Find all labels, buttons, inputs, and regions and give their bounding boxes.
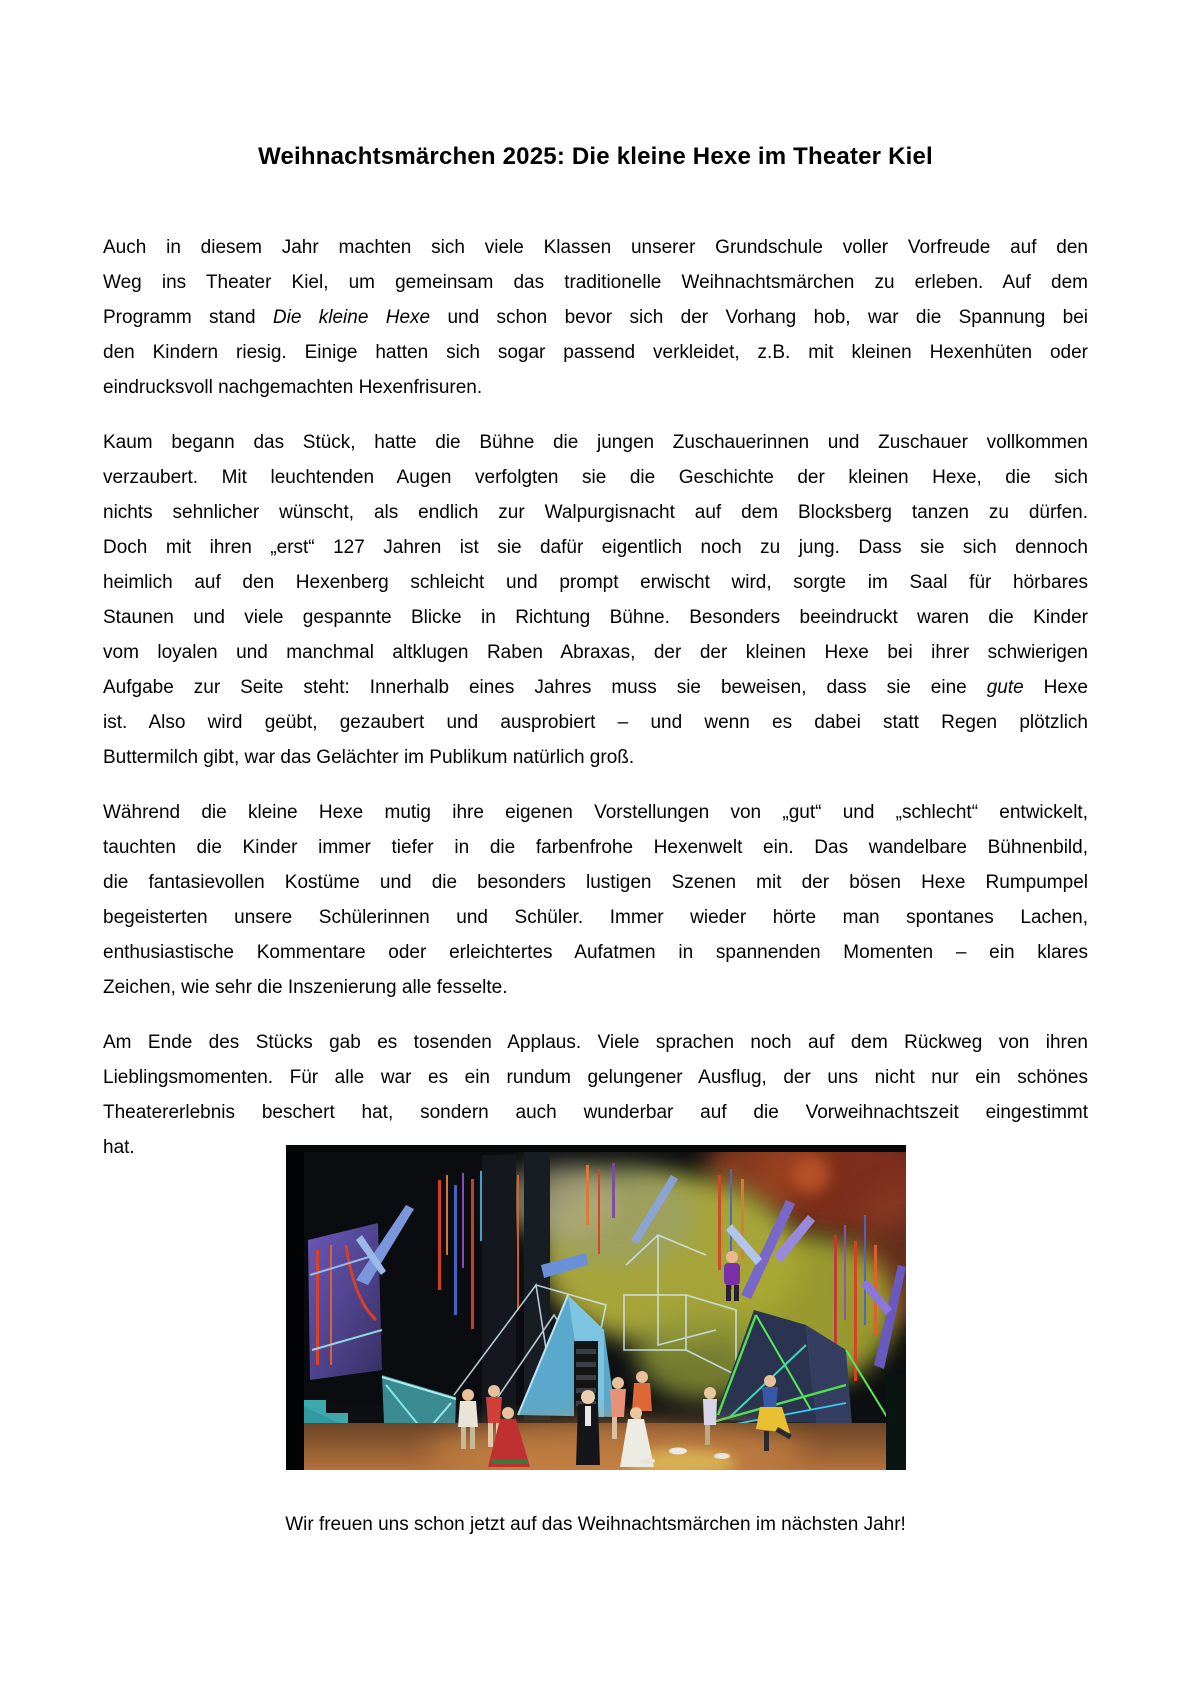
paragraph-3-line-2: tauchten die Kinder immer tiefer in die farbenfrohe Hexenwelt ein. Das wandelbare Bühnenbild, (103, 837, 1088, 858)
paragraph-2-line-1: Kaum begann das Stück, hatte die Bühne die jungen Zuschauerinnen und Zuschauer vollkommen (103, 432, 1088, 453)
paragraph-2-line-7: vom loyalen und manchmal altklugen Raben Abraxas, der der kleinen Hexe bei ihrer schwierigen (103, 642, 1088, 663)
paragraph-1-line-2: Weg ins Theater Kiel, um gemeinsam das traditionelle Weihnachtsmärchen zu erleben. Auf dem (103, 272, 1088, 293)
left-purple-panel (308, 1223, 382, 1380)
paragraph-1 (103, 230, 1088, 405)
paragraph-1-line-3: Programm stand Die kleine Hexe und schon bevor sich der Vorhang hob, war die Spannung bei (103, 307, 1088, 328)
paragraph-2-line-3: nichts sehnlicher wünscht, als endlich zur Walpurgisnacht auf dem Blocksberg tanzen zu dürfen. (103, 502, 1088, 523)
paragraph-4-line-3: Theatererlebnis beschert hat, sondern auch wunderbar auf die Vorweihnachtszeit eingestimmt (103, 1102, 1088, 1123)
paragraph-1-line-4: den Kindern riesig. Einige hatten sich sogar passend verkleidet, z.B. mit kleinen Hexenhüten oder (103, 342, 1088, 363)
paragraph-2-line-2: verzaubert. Mit leuchtenden Augen verfolgten sie die Geschichte der kleinen Hexe, die sich (103, 467, 1088, 488)
article-photo (286, 1145, 906, 1470)
paragraph-4-line-4: hat. (103, 1137, 135, 1158)
paragraph-3-line-5: enthusiastische Kommentare oder erleichtertes Aufatmen in spannenden Momenten – ein klares (103, 942, 1088, 963)
paragraph-2-line-8: Aufgabe zur Seite steht: Innerhalb eines Jahres muss sie beweisen, dass sie eine gute Hexe (103, 677, 1089, 698)
paragraph-4 (103, 1025, 1088, 1165)
paragraph-4-line-1: Am Ende des Stücks gab es tosenden Applaus. Viele sprachen noch auf dem Rückweg von ihren (103, 1032, 1088, 1053)
paragraph-1-line-5: eindrucksvoll nachgemachten Hexenfrisuren. (103, 377, 483, 398)
paragraph-2-line-10: Buttermilch gibt, war das Gelächter im Publikum natürlich groß. (103, 747, 635, 768)
paragraph-2-line-9: ist. Also wird geübt, gezaubert und ausprobiert – und wenn es dabei statt Regen plötzlich (103, 712, 1088, 733)
page-title: Weihnachtsmärchen 2025: Die kleine Hexe im Theater Kiel (258, 143, 933, 170)
paragraph-2-line-4: Doch mit ihren „erst“ 127 Jahren ist sie dafür eigentlich noch zu jung. Dass sie sich dennoch (103, 537, 1088, 558)
paragraph-3-line-3: die fantasievollen Kostüme und die besonders lustigen Szenen mit der bösen Hexe Rumpumpel (103, 872, 1088, 893)
paragraph-3 (103, 795, 1088, 1005)
closing-line: Wir freuen uns schon jetzt auf das Weihnachtsmärchen im nächsten Jahr! (285, 1514, 906, 1535)
paragraph-3-line-4: begeisterten unsere Schülerinnen und Schüler. Immer wieder hörte man spontanes Lachen, (103, 907, 1088, 928)
paragraph-2-line-6: Staunen und viele gespannte Blicke in Richtung Bühne. Besonders beeindruckt waren die Kinder (103, 607, 1088, 628)
paragraph-2 (103, 425, 1088, 775)
paragraph-4-line-2: Lieblingsmomenten. Für alle war es ein rundum gelungener Ausflug, der uns nicht nur ein schönes (103, 1067, 1088, 1088)
paragraph-2-line-5: heimlich auf den Hexenberg schleicht und prompt erwischt wird, sorgte im Saal für hörbares (103, 572, 1088, 593)
stage-left-wing (286, 1145, 304, 1470)
paragraph-1-line-1: Auch in diesem Jahr machten sich viele Klassen unserer Grundschule voller Vorfreude auf den (103, 237, 1088, 258)
stage-right-wing (886, 1375, 906, 1470)
stage-photo (286, 1145, 906, 1470)
paragraph-3-line-1: Während die kleine Hexe mutig ihre eigenen Vorstellungen von „gut“ und „schlecht“ entwickelt, (103, 802, 1088, 823)
paragraph-3-line-6: Zeichen, wie sehr die Inszenierung alle fesselte. (103, 977, 508, 998)
